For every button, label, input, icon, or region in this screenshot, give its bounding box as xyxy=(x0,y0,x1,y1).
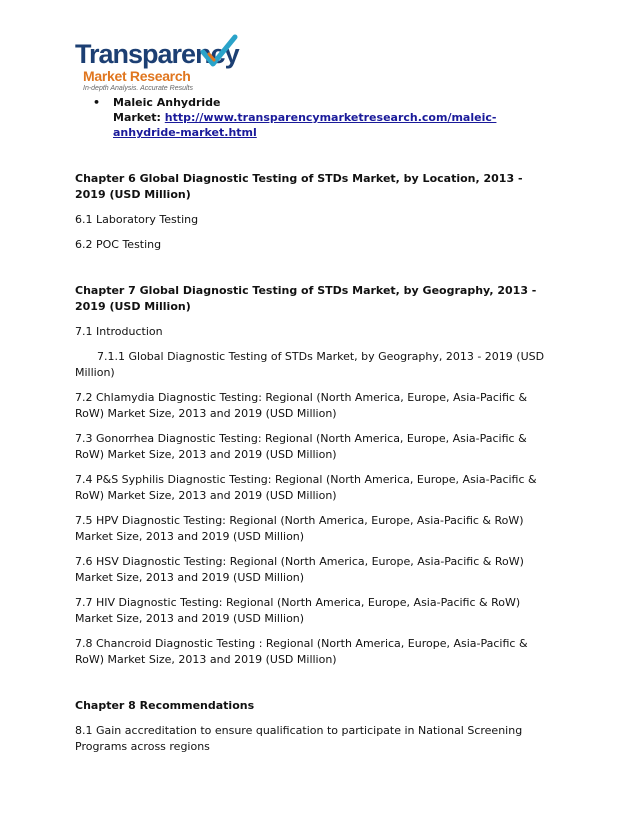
chapter-8-heading: Chapter 8 Recommendations xyxy=(75,699,255,712)
list-item: 7.8 Chancroid Diagnostic Testing : Regional (North America, Europe, Asia-Pacific & RoW) Market Size, 2013 and 2019 (USD Million) xyxy=(75,637,528,666)
list-item: 7.3 Gonorrhea Diagnostic Testing: Regional (North America, Europe, Asia-Pacific & RoW) Market Size, 2013 and 2019 (USD Million) xyxy=(75,432,527,461)
list-item: 7.4 P&S Syphilis Diagnostic Testing: Regional (North America, Europe, Asia-Pacific & RoW) Market Size, 2013 and 2019 (USD Million) xyxy=(75,473,537,502)
list-item: 7.7 HIV Diagnostic Testing: Regional (North America, Europe, Asia-Pacific & RoW) Market Size, 2013 and 2019 (USD Million) xyxy=(75,596,521,625)
company-logo xyxy=(75,34,245,96)
logo-wordmark-primary: Transparency xyxy=(75,39,239,69)
list-item: 7.1 Introduction xyxy=(75,325,163,338)
list-item: 6.2 POC Testing xyxy=(75,238,162,251)
logo-tagline: In-depth Analysis. Accurate Results xyxy=(83,85,193,92)
chapter-7-heading: Chapter 7 Global Diagnostic Testing of STDs Market, by Geography, 2013 - 2019 (USD Million) xyxy=(75,284,537,313)
logo-wordmark-secondary: Market Research xyxy=(83,68,191,84)
list-item: 8.1 Gain accreditation to ensure qualification to participate in National Screening Programs across regions xyxy=(75,724,523,753)
list-item: 6.1 Laboratory Testing xyxy=(75,213,199,226)
table-of-contents xyxy=(75,171,555,755)
list-item: 7.2 Chlamydia Diagnostic Testing: Regional (North America, Europe, Asia-Pacific & RoW) Market Size, 2013 and 2019 (USD Million) xyxy=(75,391,528,420)
list-item: 7.5 HPV Diagnostic Testing: Regional (North America, Europe, Asia-Pacific & RoW) Market Size, 2013 and 2019 (USD Million) xyxy=(75,514,524,543)
report-link[interactable]: http://www.transparencymarketresearch.com/maleic-anhydride-market.html xyxy=(113,111,497,139)
list-subitem: 7.1.1 Global Diagnostic Testing of STDs Market, by Geography, 2013 - 2019 (USD Million) xyxy=(75,350,545,379)
bullet-icon: • xyxy=(93,96,101,109)
market-label: Market: xyxy=(113,111,161,124)
bullet-title: Maleic Anhydride xyxy=(113,96,221,109)
related-report-bullet xyxy=(93,95,563,140)
chapter-6-heading: Chapter 6 Global Diagnostic Testing of STDs Market, by Location, 2013 - 2019 (USD Million) xyxy=(75,172,523,201)
list-item: 7.6 HSV Diagnostic Testing: Regional (North America, Europe, Asia-Pacific & RoW) Market Size, 2013 and 2019 (USD Million) xyxy=(75,555,524,584)
checkmark-icon xyxy=(199,34,239,70)
